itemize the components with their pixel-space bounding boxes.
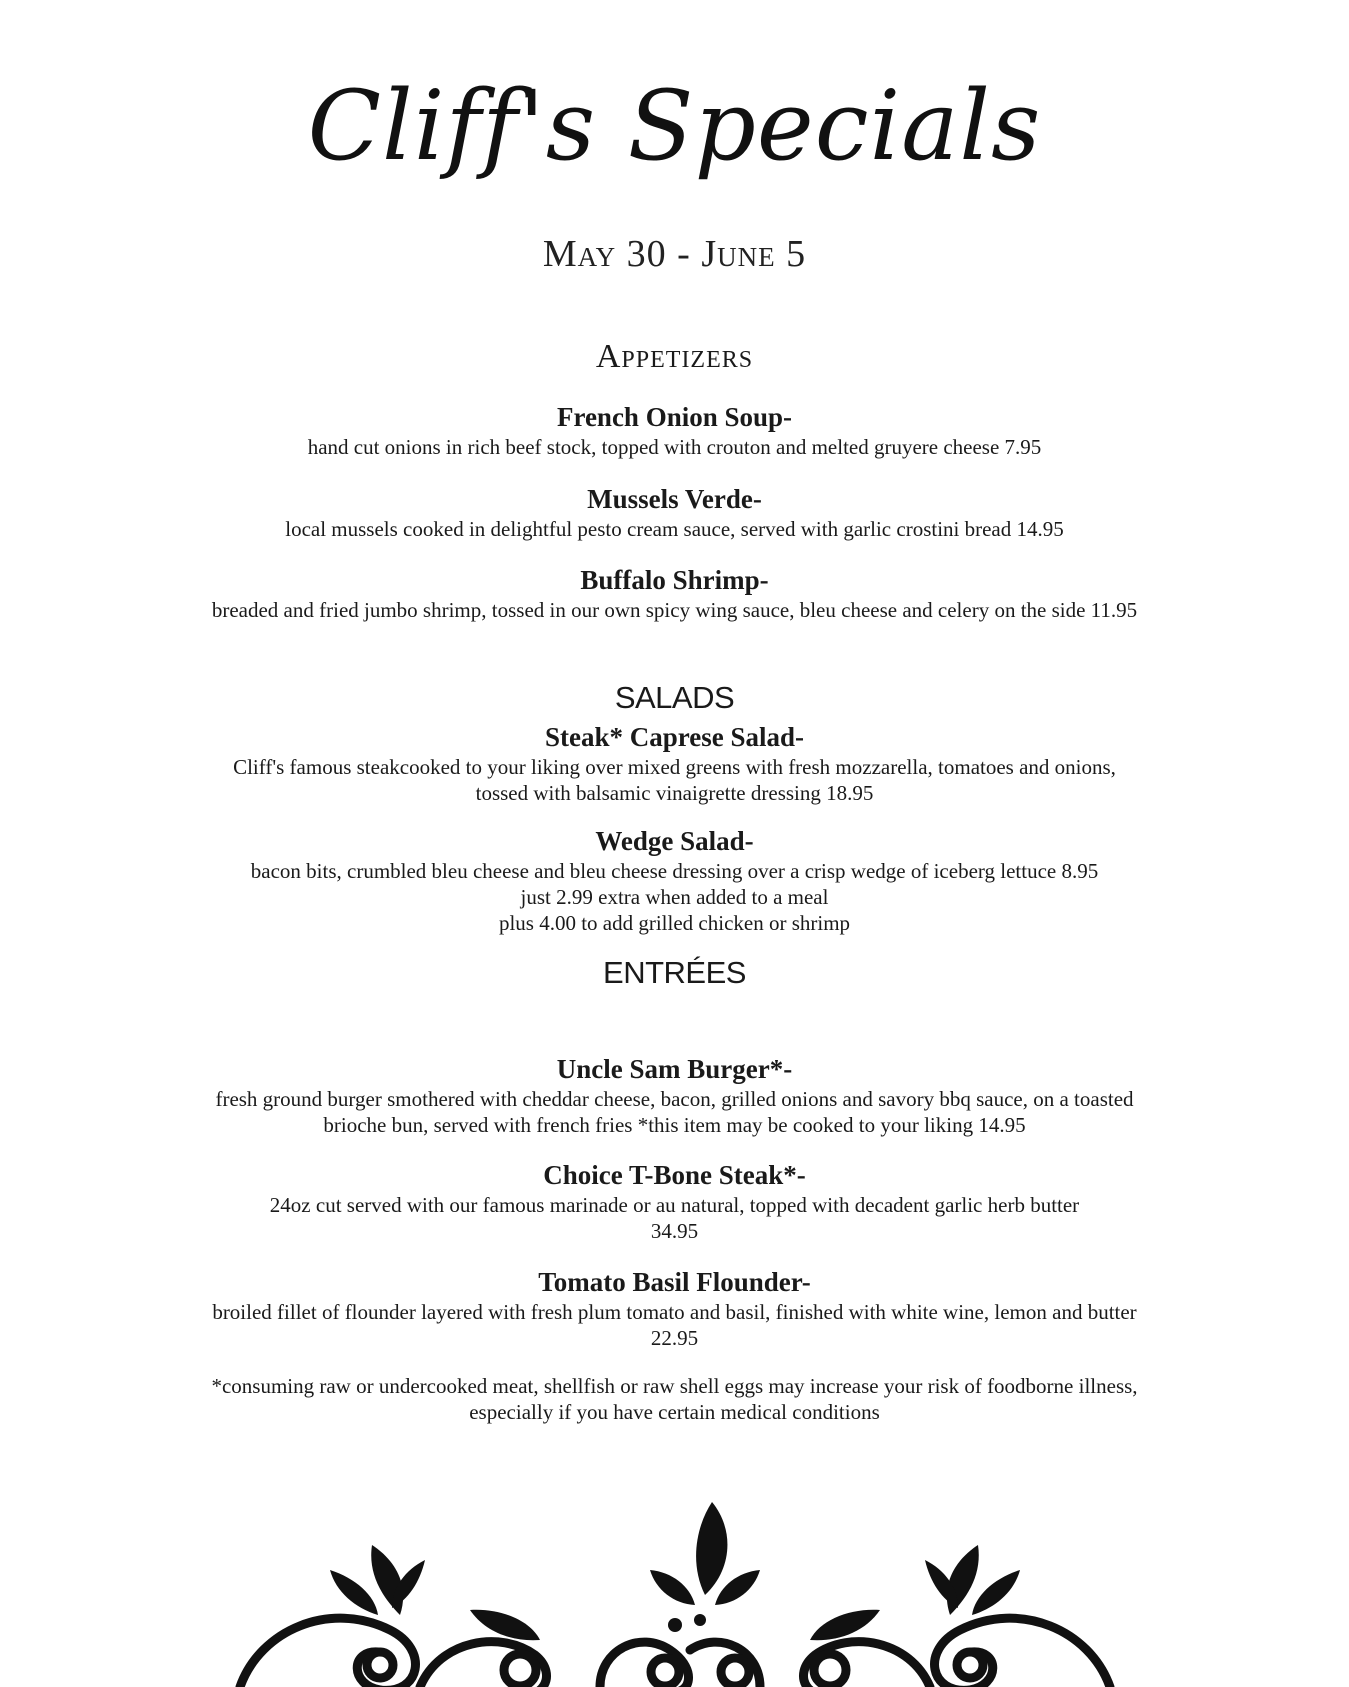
item-name: Tomato Basil Flounder- [538,1267,811,1297]
item-addon-note: just 2.99 extra when added to a meal [520,885,829,909]
item-name: Choice T-Bone Steak*- [543,1160,806,1190]
menu-item [140,400,1209,460]
item-description: hand cut onions in rich beef stock, topped with crouton and melted gruyere cheese 7.95 [307,435,1042,459]
item-name: Uncle Sam Burger*- [556,1054,793,1084]
menu-item [140,482,1209,542]
item-description: broiled fillet of flounder layered with fresh plum tomato and basil, finished with white wine, lemon and butter 22.95 [212,1300,1137,1350]
menu-item [140,563,1209,623]
item-description: Cliff's famous steakcooked to your liking over mixed greens with fresh mozzarella, tomatoes and onions, tossed with balsamic vinaigrette dressing 18.95 [233,755,1116,805]
item-description: breaded and fried jumbo shrimp, tossed in our own spicy wing sauce, bleu cheese and celery on the side 11.95 [211,598,1138,622]
item-description: 24oz cut served with our famous marinade or au natural, topped with decadent garlic herb butter 34.95 [269,1193,1080,1243]
item-name: French Onion Soup- [556,402,793,432]
menu-item [210,720,1139,806]
menu-item [140,824,1209,936]
decorative-flourish-icon [0,1490,1349,1687]
item-name: Steak* Caprese Salad- [544,722,805,752]
item-description: fresh ground burger smothered with cheddar cheese, bacon, grilled onions and savory bbq sauce, on a toasted brioche bun, served with french fries *this item may be cooked to your liking 14.95 [215,1087,1134,1137]
item-addon-note: plus 4.00 to add grilled chicken or shrimp [498,911,851,935]
menu-title: Cliff's Specials [307,70,1042,182]
food-safety-disclaimer: *consuming raw or undercooked meat, shellfish or raw shell eggs may increase your risk of foodborne illness, especially if you have certain medical conditions [211,1374,1138,1424]
item-name: Buffalo Shrimp- [580,565,769,595]
menu-item [190,1052,1159,1138]
section-heading-appetizers: Appetizers [595,338,754,375]
item-description: bacon bits, crumbled bleu cheese and bleu cheese dressing over a crisp wedge of iceberg lettuce 8.95 [250,859,1099,883]
date-range: May 30 - June 5 [542,233,807,275]
item-name: Mussels Verde- [587,484,762,514]
menu-item [245,1158,1104,1244]
item-description: local mussels cooked in delightful pesto cream sauce, served with garlic crostini bread 14.95 [285,517,1064,541]
section-heading-salads: SALADS [614,680,735,715]
item-name: Wedge Salad- [595,826,754,856]
section-heading-entrees: ENTRÉES [603,955,746,990]
menu-item [200,1265,1149,1351]
